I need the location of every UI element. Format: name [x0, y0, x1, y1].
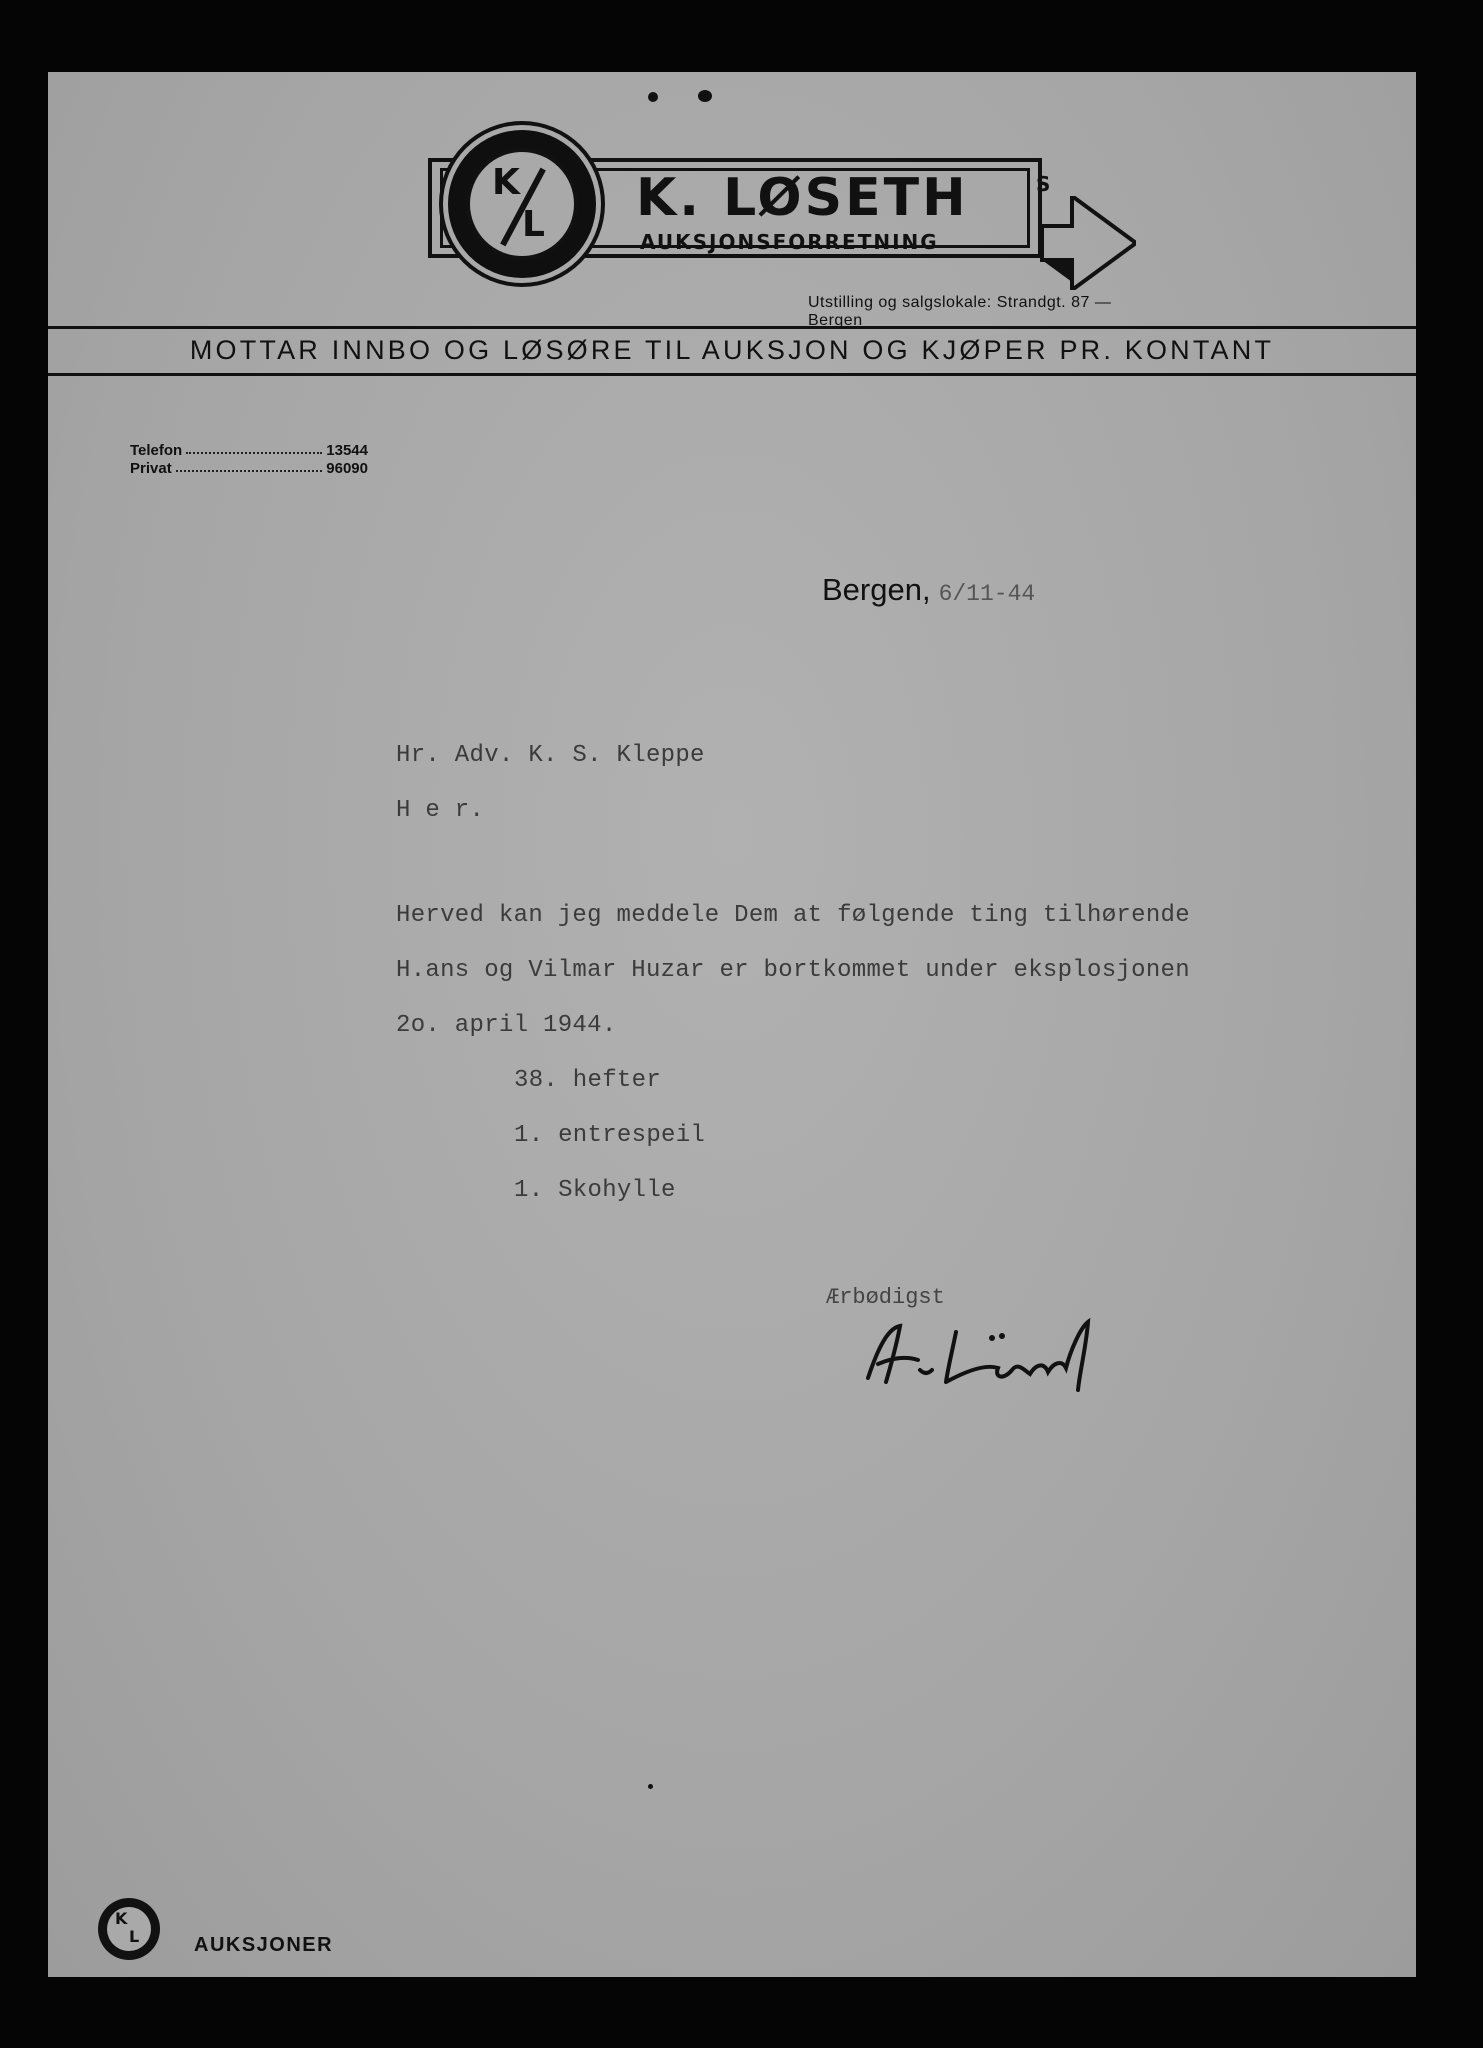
- seal-letter-l: L: [522, 204, 545, 245]
- body-line-2: H.ans og Vilmar Huzar er bortkommet under eksplosjonen: [396, 957, 1190, 984]
- brand-suffix: S: [1036, 172, 1051, 196]
- ink-speck: [698, 90, 712, 102]
- body-line-1: Herved kan jeg meddele Dem at følgende ting tilhørende: [396, 902, 1190, 929]
- phone-label: Telefon: [130, 442, 183, 459]
- ribbon-tail-graphic: [1026, 196, 1136, 290]
- footer-seal: [98, 1898, 160, 1960]
- phone-row: [130, 442, 368, 460]
- footer-seal-k: K: [115, 1909, 128, 1928]
- body-line-3: 2o. april 1944.: [396, 1012, 617, 1039]
- phone-row: [130, 460, 368, 478]
- closing: Ærbødigst: [826, 1285, 945, 1310]
- phone-number: 96090: [326, 460, 368, 477]
- letter-page: [48, 72, 1416, 1977]
- ink-speck: [648, 92, 658, 102]
- phone-list: [130, 442, 368, 478]
- recipient-line-2: H e r.: [396, 797, 485, 824]
- company-seal: [448, 130, 596, 278]
- place: Bergen,: [822, 572, 931, 607]
- letterhead: [378, 102, 1138, 329]
- date: 6/11-44: [938, 581, 1036, 607]
- brand-subtitle: AUKSJONSFORRETNING: [640, 230, 939, 254]
- item-line: 1. Skohylle: [514, 1177, 676, 1204]
- address-line: Utstilling og salgslokale: Strandgt. 87 — Bergen: [808, 294, 1112, 329]
- slogan-band: [48, 326, 1416, 376]
- recipient-line-1: Hr. Adv. K. S. Kleppe: [396, 742, 705, 769]
- item-line: 1. entrespeil: [514, 1122, 706, 1149]
- item-line: 38. hefter: [514, 1067, 662, 1094]
- place-date: [822, 572, 1035, 608]
- phone-number: 13544: [326, 442, 368, 459]
- brand-name: K. LØSETH: [636, 168, 969, 228]
- ink-speck: [648, 1784, 653, 1789]
- seal-letter-k: K: [492, 162, 520, 203]
- phone-label: Privat: [130, 460, 172, 477]
- handwritten-signature: [848, 1308, 1148, 1398]
- slogan-text: MOTTAR INNBO OG LØSØRE TIL AUKSJON OG KJØPER PR. KONTANT: [189, 335, 1275, 365]
- footer-label: AUKSJONER: [194, 1934, 334, 1956]
- footer-seal-l: L: [129, 1927, 140, 1946]
